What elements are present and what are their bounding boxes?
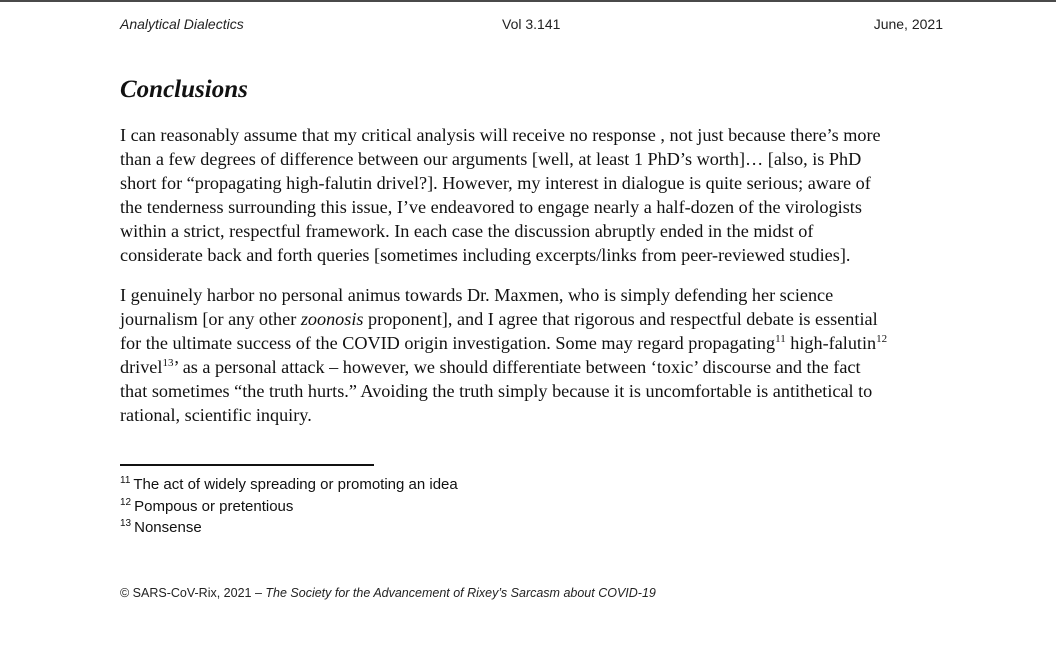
text-run: journalism [or any other	[120, 309, 301, 329]
footnote-13	[120, 519, 458, 541]
footnote-number: 12	[120, 496, 132, 508]
paragraph-2-line: I genuinely harbor no personal animus towards Dr. Maxmen, who is simply defending her science	[120, 285, 834, 305]
paragraph-2-line: rational, scientific inquiry.	[120, 405, 312, 425]
page-footer	[120, 586, 656, 600]
paragraph-1-line: I can reasonably assume that my critical analysis will receive no response , not just because there’s more	[120, 125, 881, 145]
footnotes	[120, 476, 458, 541]
footnote-text: Nonsense	[134, 519, 202, 536]
paragraph-1-line: short for “propagating high-falutin drivel?]. However, my interest in dialogue is quite serious; aware of	[120, 173, 871, 193]
footnote-ref-11[interactable]: 11	[775, 332, 786, 345]
volume-number: Vol 3.141	[502, 16, 561, 32]
text-run: high-falutin	[785, 333, 877, 353]
footnote-number: 13	[120, 518, 132, 529]
top-border-line	[0, 0, 1056, 2]
paragraph-2-line	[120, 331, 950, 355]
paragraph-1-line: within a strict, respectful framework. In each case the discussion abruptly ended in the midst of	[120, 221, 814, 241]
issue-date: June, 2021	[873, 16, 943, 32]
paragraph-1-line: the tenderness surrounding this issue, I’ve endeavored to engage nearly a half-dozen of the virologists	[120, 197, 862, 217]
journal-name: Analytical Dialectics	[120, 16, 244, 32]
footer-copyright: © SARS-CoV-Rix, 2021 –	[120, 586, 266, 600]
text-run: proponent], and I agree that rigorous and respectful debate is essential	[363, 309, 878, 329]
paragraph-2-line	[120, 307, 950, 331]
text-run: for the ultimate success of the COVID origin investigation. Some may regard propagating	[120, 333, 776, 353]
footnote-ref-12[interactable]: 12	[876, 332, 888, 345]
footnote-ref-13[interactable]: 13	[162, 356, 174, 369]
paragraph-1-line: considerate back and forth queries [sometimes including excerpts/links from peer-reviewed studies].	[120, 245, 851, 265]
text-run: drivel	[120, 357, 163, 377]
paragraph-1-line: than a few degrees of difference between our arguments [well, at least 1 PhD’s worth]… [also, is PhD	[120, 149, 862, 169]
footer-society: The Society for the Advancement of Rixey’s Sarcasm about COVID-19	[265, 586, 656, 600]
italic-term: zoonosis	[300, 309, 364, 329]
paragraph-2	[120, 283, 950, 427]
paragraph-1	[120, 123, 950, 267]
footnote-number: 11	[120, 475, 131, 486]
section-title: Conclusions	[120, 76, 248, 103]
footnote-text: Pompous or pretentious	[134, 497, 294, 515]
paragraph-2-line	[120, 355, 950, 379]
footnote-12	[120, 498, 458, 520]
footnote-11	[120, 476, 458, 498]
footnote-text: The act of widely spreading or promoting an idea	[133, 476, 458, 493]
footnote-separator	[120, 464, 374, 466]
text-run: ’ as a personal attack – however, we should differentiate between ‘toxic’ discourse and the fact	[173, 357, 861, 377]
paragraph-2-line: that sometimes “the truth hurts.” Avoiding the truth simply because it is uncomfortable is antithetical to	[120, 381, 873, 401]
